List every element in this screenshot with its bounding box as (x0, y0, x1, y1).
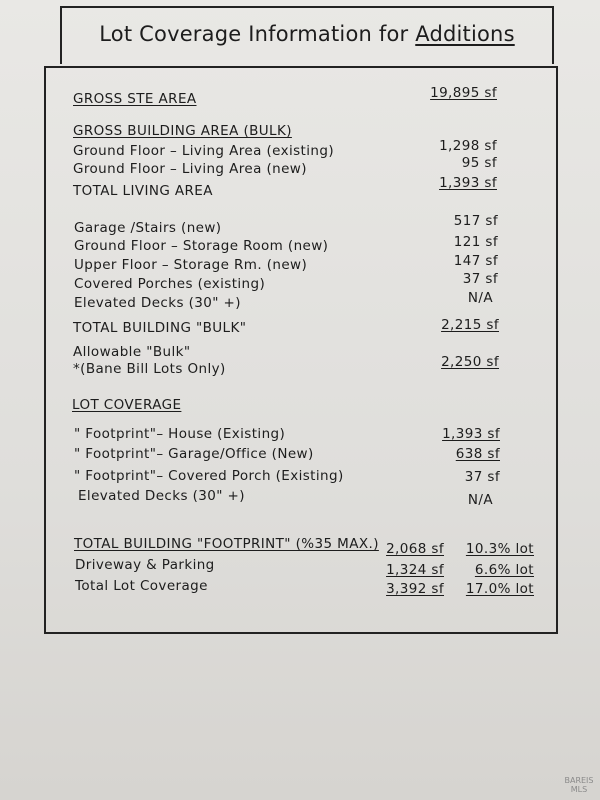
total-footprint-sf: 2,068 sf (386, 541, 444, 557)
list-item-value: 1,298 sf (439, 138, 497, 154)
title-box (60, 6, 554, 64)
gross-site-value: 19,895 sf (430, 85, 497, 101)
allowable-bulk-label: Allowable "Bulk" (73, 344, 191, 360)
list-item-value: 37 sf (462, 271, 498, 287)
total-lot-coverage-label: Total Lot Coverage (75, 578, 208, 594)
allowable-bulk-note: *(Bane Bill Lots Only) (73, 361, 226, 377)
total-living-label: TOTAL LIVING AREA (73, 183, 213, 199)
section-heading-coverage: LOT COVERAGE (72, 397, 182, 413)
page-title (62, 22, 552, 46)
allowable-bulk-value: 2,250 sf (441, 354, 499, 370)
list-item-label: " Footprint"– Covered Porch (Existing) (74, 468, 344, 484)
list-item-label: Elevated Decks (30" +) (78, 488, 245, 504)
total-lot-coverage-pct: 17.0% lot (465, 581, 534, 597)
list-item-value: N/A (467, 290, 493, 306)
driveway-sf: 1,324 sf (386, 562, 444, 578)
total-footprint-pct: 10.3% lot (465, 541, 534, 557)
list-item-label: Ground Floor – Storage Room (new) (74, 238, 329, 254)
list-item-label: Upper Floor – Storage Rm. (new) (74, 257, 308, 273)
list-item-label: Elevated Decks (30" +) (74, 295, 241, 311)
list-item-value: 1,393 sf (442, 426, 500, 442)
list-item-value: 147 sf (453, 253, 498, 269)
driveway-label: Driveway & Parking (75, 557, 215, 573)
list-item-value: 517 sf (453, 213, 498, 229)
list-item-label: Garage /Stairs (new) (74, 220, 222, 236)
title-text: Lot Coverage Information for (99, 22, 409, 46)
list-item-label: Ground Floor – Living Area (existing) (73, 143, 334, 159)
list-item-value: 121 sf (453, 234, 498, 250)
gross-site-label: GROSS STE AREA (73, 91, 197, 107)
list-item-label: Ground Floor – Living Area (new) (73, 161, 307, 177)
list-item-label: " Footprint"– Garage/Office (New) (74, 446, 314, 462)
list-item-value: N/A (467, 492, 493, 508)
list-item-label: Covered Porches (existing) (74, 276, 266, 292)
total-bulk-label: TOTAL BUILDING "BULK" (73, 320, 247, 336)
list-item-value: 95 sf (461, 155, 497, 171)
list-item-label: " Footprint"– House (Existing) (74, 426, 286, 442)
list-item-value: 638 sf (455, 446, 500, 462)
watermark-logo: BAREIS MLS (564, 776, 594, 794)
driveway-pct: 6.6% lot (474, 562, 534, 578)
section-heading-bulk: GROSS BUILDING AREA (BULK) (73, 123, 292, 139)
total-footprint-label: TOTAL BUILDING "FOOTPRINT" (%35 MAX.) (74, 536, 379, 552)
total-bulk-value: 2,215 sf (441, 317, 499, 333)
total-living-value: 1,393 sf (439, 175, 497, 191)
title-underlined-text: Additions (415, 22, 515, 46)
list-item-value: 37 sf (464, 469, 500, 485)
total-lot-coverage-sf: 3,392 sf (386, 581, 444, 597)
